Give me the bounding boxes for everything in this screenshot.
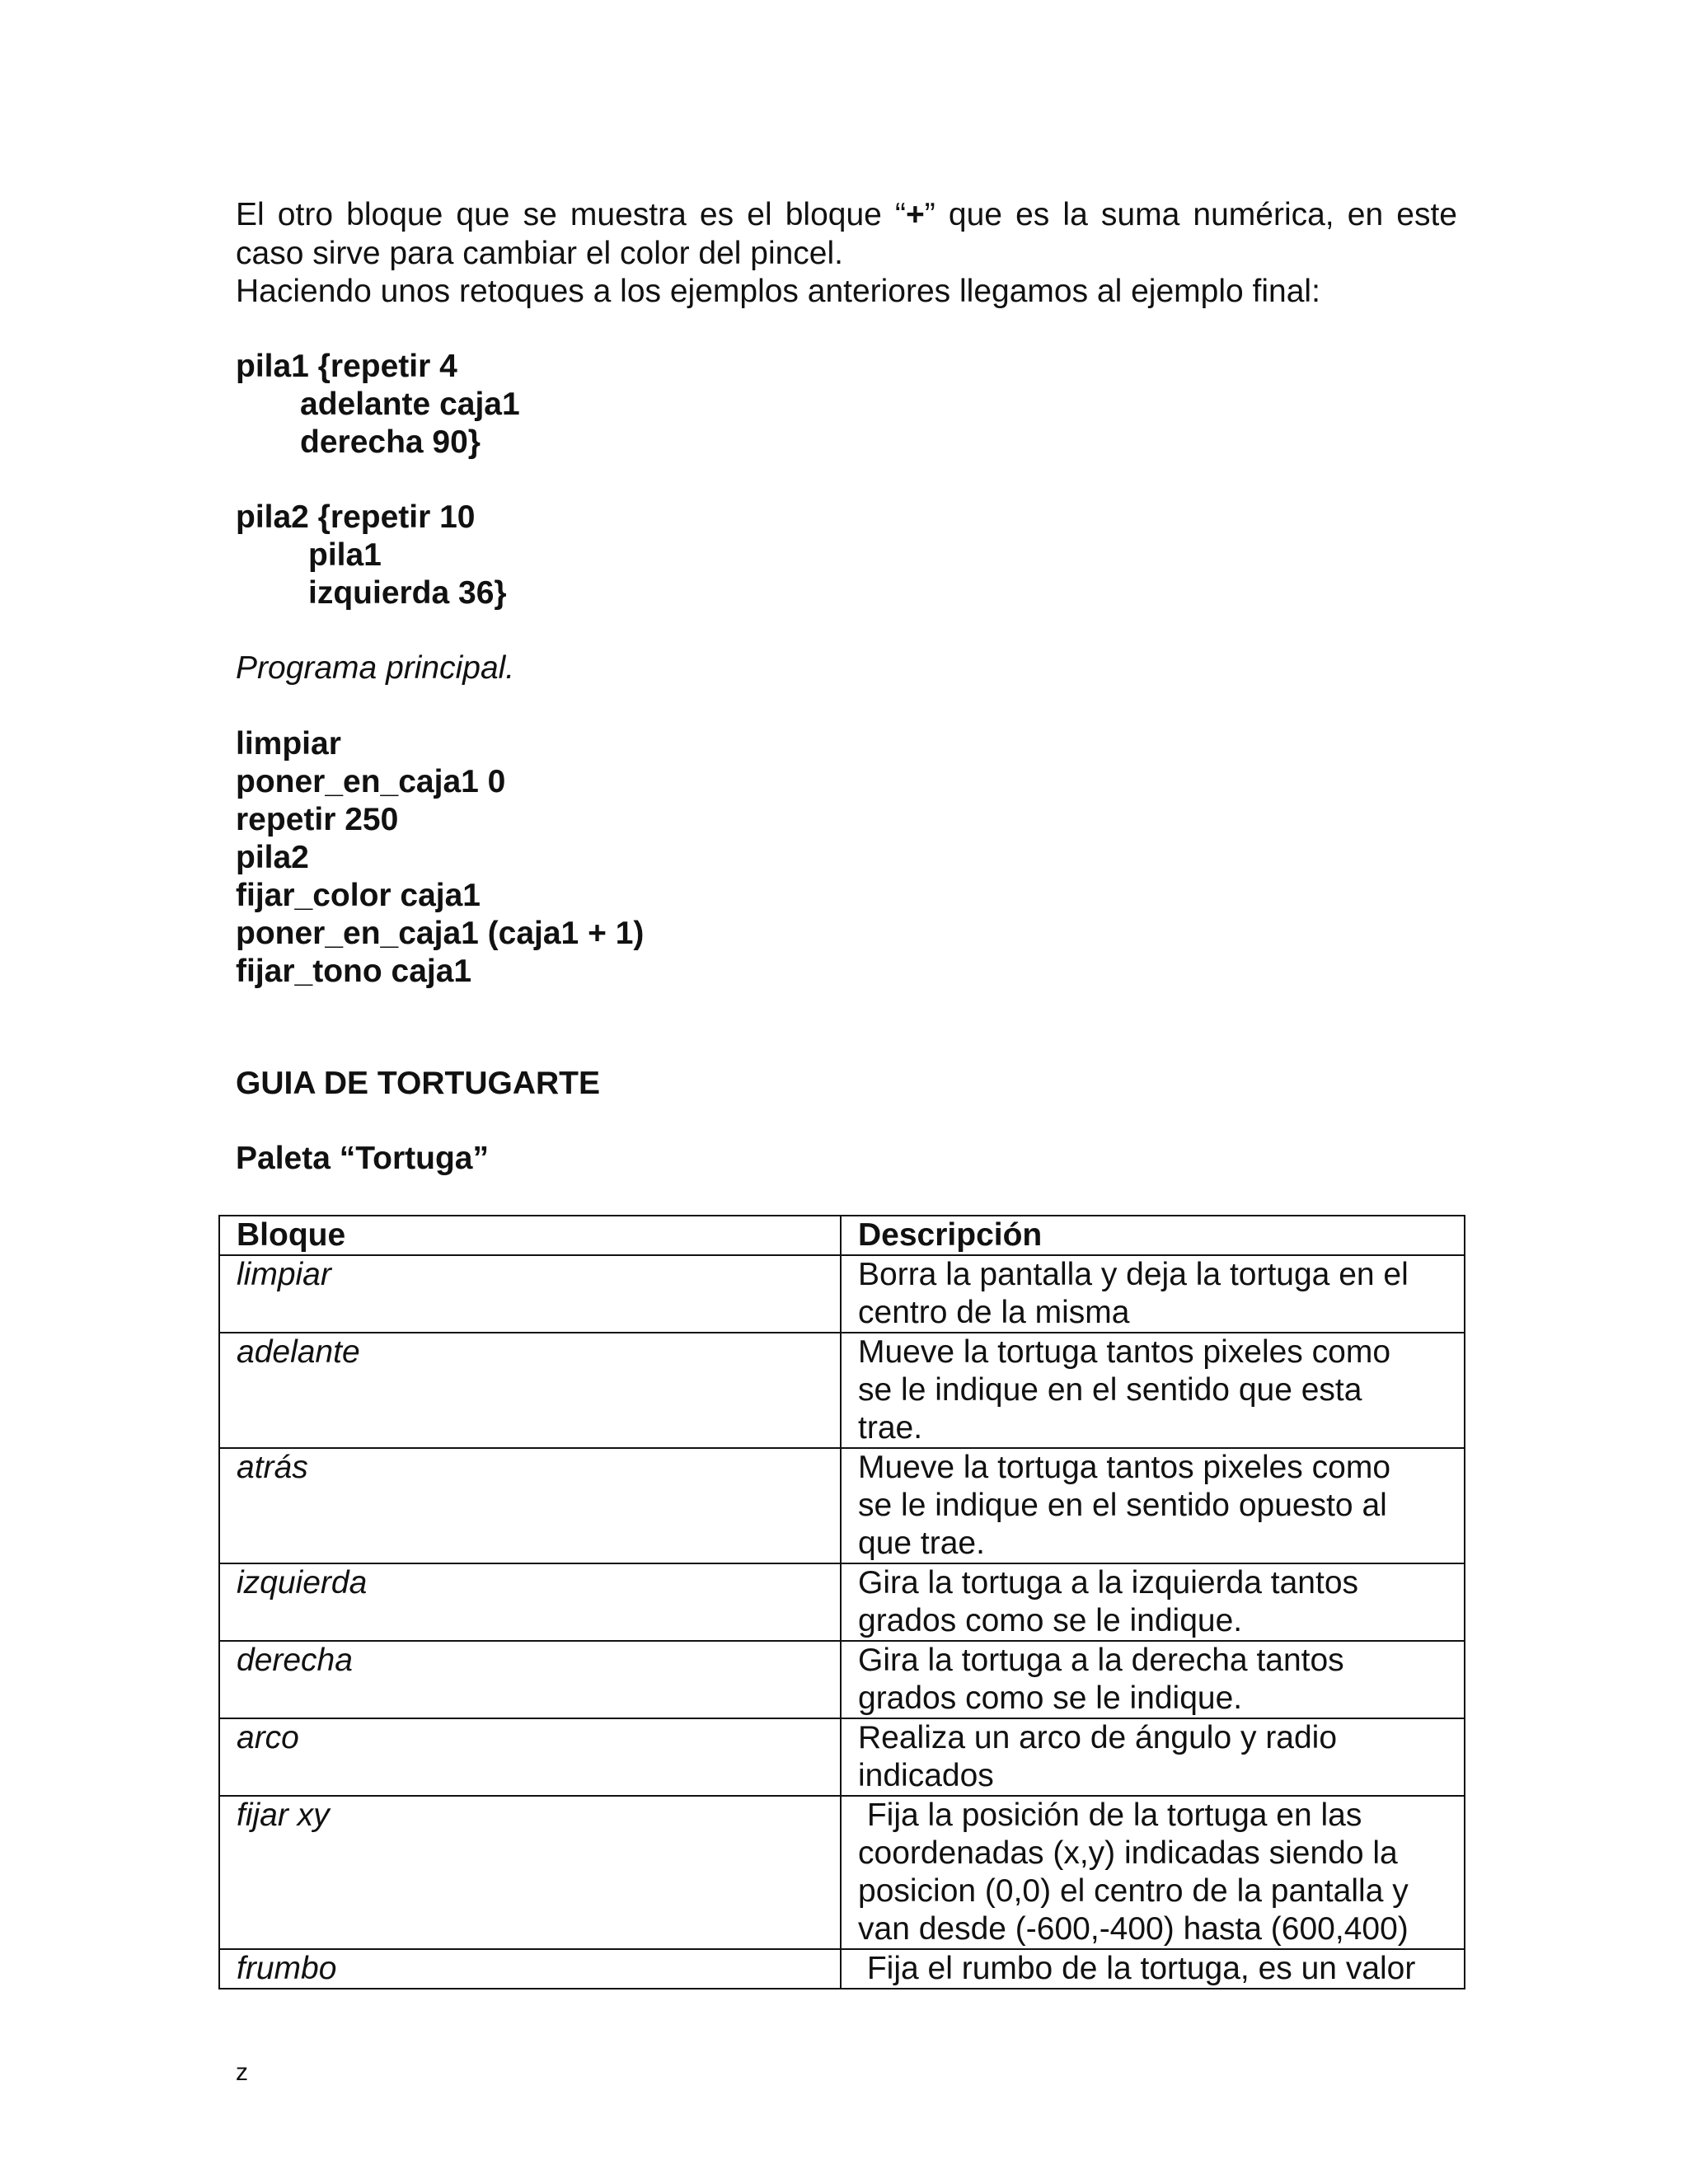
description-line: se le indique en el sentido que esta — [858, 1372, 1362, 1408]
table-row — [219, 1255, 1465, 1333]
table-row — [219, 1796, 1465, 1949]
main-code-line: fijar_tono caja1 — [236, 954, 472, 989]
main-code-line: pila2 — [236, 840, 309, 875]
description-line: posicion (0,0) el centro de la pantalla y — [858, 1873, 1409, 1909]
description-line: grados como se le indique. — [858, 1603, 1243, 1638]
palette-title: Paleta “Tortuga” — [236, 1141, 489, 1176]
description-line: centro de la misma — [858, 1295, 1130, 1330]
table-row — [219, 1333, 1465, 1448]
table-row — [219, 1563, 1465, 1641]
description-line: Borra la pantalla y deja la tortuga en el — [858, 1257, 1409, 1292]
intro-line-3: Haciendo unos retoques a los ejemplos anteriores llegamos al ejemplo final: — [236, 274, 1320, 309]
block-description — [841, 1333, 1465, 1448]
main-code-line: fijar_color caja1 — [236, 878, 481, 913]
description-line: Gira la tortuga a la derecha tantos — [858, 1643, 1344, 1678]
description-line: Fija el rumbo de la tortuga, es un valor — [858, 1951, 1416, 1986]
block-name: atrás — [219, 1448, 841, 1563]
block-name: fijar xy — [219, 1796, 841, 1949]
code-pila1-line-3: derecha 90} — [300, 424, 481, 460]
block-description — [841, 1641, 1465, 1718]
code-pila1-line-1: pila1 {repetir 4 — [236, 349, 457, 384]
page-footer-mark: z — [236, 2059, 248, 2086]
intro-line-1 — [236, 196, 1457, 234]
description-line: coordenadas (x,y) indicadas siendo la — [858, 1835, 1398, 1871]
description-line: indicados — [858, 1758, 994, 1793]
description-line: trae. — [858, 1410, 923, 1446]
main-program-label: Programa principal. — [236, 650, 515, 686]
plus-symbol: + — [905, 197, 925, 232]
table-row — [219, 1718, 1465, 1796]
table-row — [219, 1641, 1465, 1718]
code-pila2-line-2: pila1 — [308, 537, 382, 573]
block-name: limpiar — [219, 1255, 841, 1333]
block-description — [841, 1796, 1465, 1949]
main-code-line: poner_en_caja1 (caja1 + 1) — [236, 916, 645, 951]
table-row — [219, 1949, 1465, 1989]
guide-title: GUIA DE TORTUGARTE — [236, 1066, 601, 1101]
code-pila2-line-3: izquierda 36} — [308, 575, 507, 611]
description-line: Mueve la tortuga tantos pixeles como — [858, 1334, 1391, 1370]
table-header-row — [219, 1216, 1465, 1255]
header-descripcion: Descripción — [841, 1216, 1465, 1255]
table-row — [219, 1448, 1465, 1563]
description-line: Realiza un arco de ángulo y radio — [858, 1720, 1338, 1755]
main-code-line: poner_en_caja1 0 — [236, 764, 506, 799]
description-line: van desde (-600,-400) hasta (600,400) — [858, 1911, 1409, 1947]
block-description — [841, 1718, 1465, 1796]
block-description — [841, 1448, 1465, 1563]
code-pila2-line-1: pila2 {repetir 10 — [236, 499, 476, 535]
intro-line-1-start: El otro bloque que se muestra es el bloque “ — [236, 197, 906, 232]
blocks-table — [218, 1215, 1465, 1990]
block-name: derecha — [219, 1641, 841, 1718]
block-name: arco — [219, 1718, 841, 1796]
description-line: Gira la tortuga a la izquierda tantos — [858, 1565, 1359, 1601]
main-code-line: limpiar — [236, 726, 341, 762]
block-description — [841, 1255, 1465, 1333]
main-code-line: repetir 250 — [236, 802, 399, 837]
description-line: que trae. — [858, 1526, 985, 1561]
description-line: Mueve la tortuga tantos pixeles como — [858, 1450, 1391, 1485]
intro-line-1-end: ” que es la suma numérica, en este — [924, 197, 1457, 232]
intro-line-2: caso sirve para cambiar el color del pincel. — [236, 236, 844, 271]
description-line: se le indique en el sentido opuesto al — [858, 1488, 1387, 1523]
block-description — [841, 1949, 1465, 1989]
block-name: frumbo — [219, 1949, 841, 1989]
block-description — [841, 1563, 1465, 1641]
block-name: izquierda — [219, 1563, 841, 1641]
header-bloque: Bloque — [219, 1216, 841, 1255]
description-line: Fija la posición de la tortuga en las — [858, 1797, 1362, 1833]
code-pila1-line-2: adelante caja1 — [300, 387, 520, 422]
description-line: grados como se le indique. — [858, 1680, 1243, 1716]
block-name: adelante — [219, 1333, 841, 1448]
